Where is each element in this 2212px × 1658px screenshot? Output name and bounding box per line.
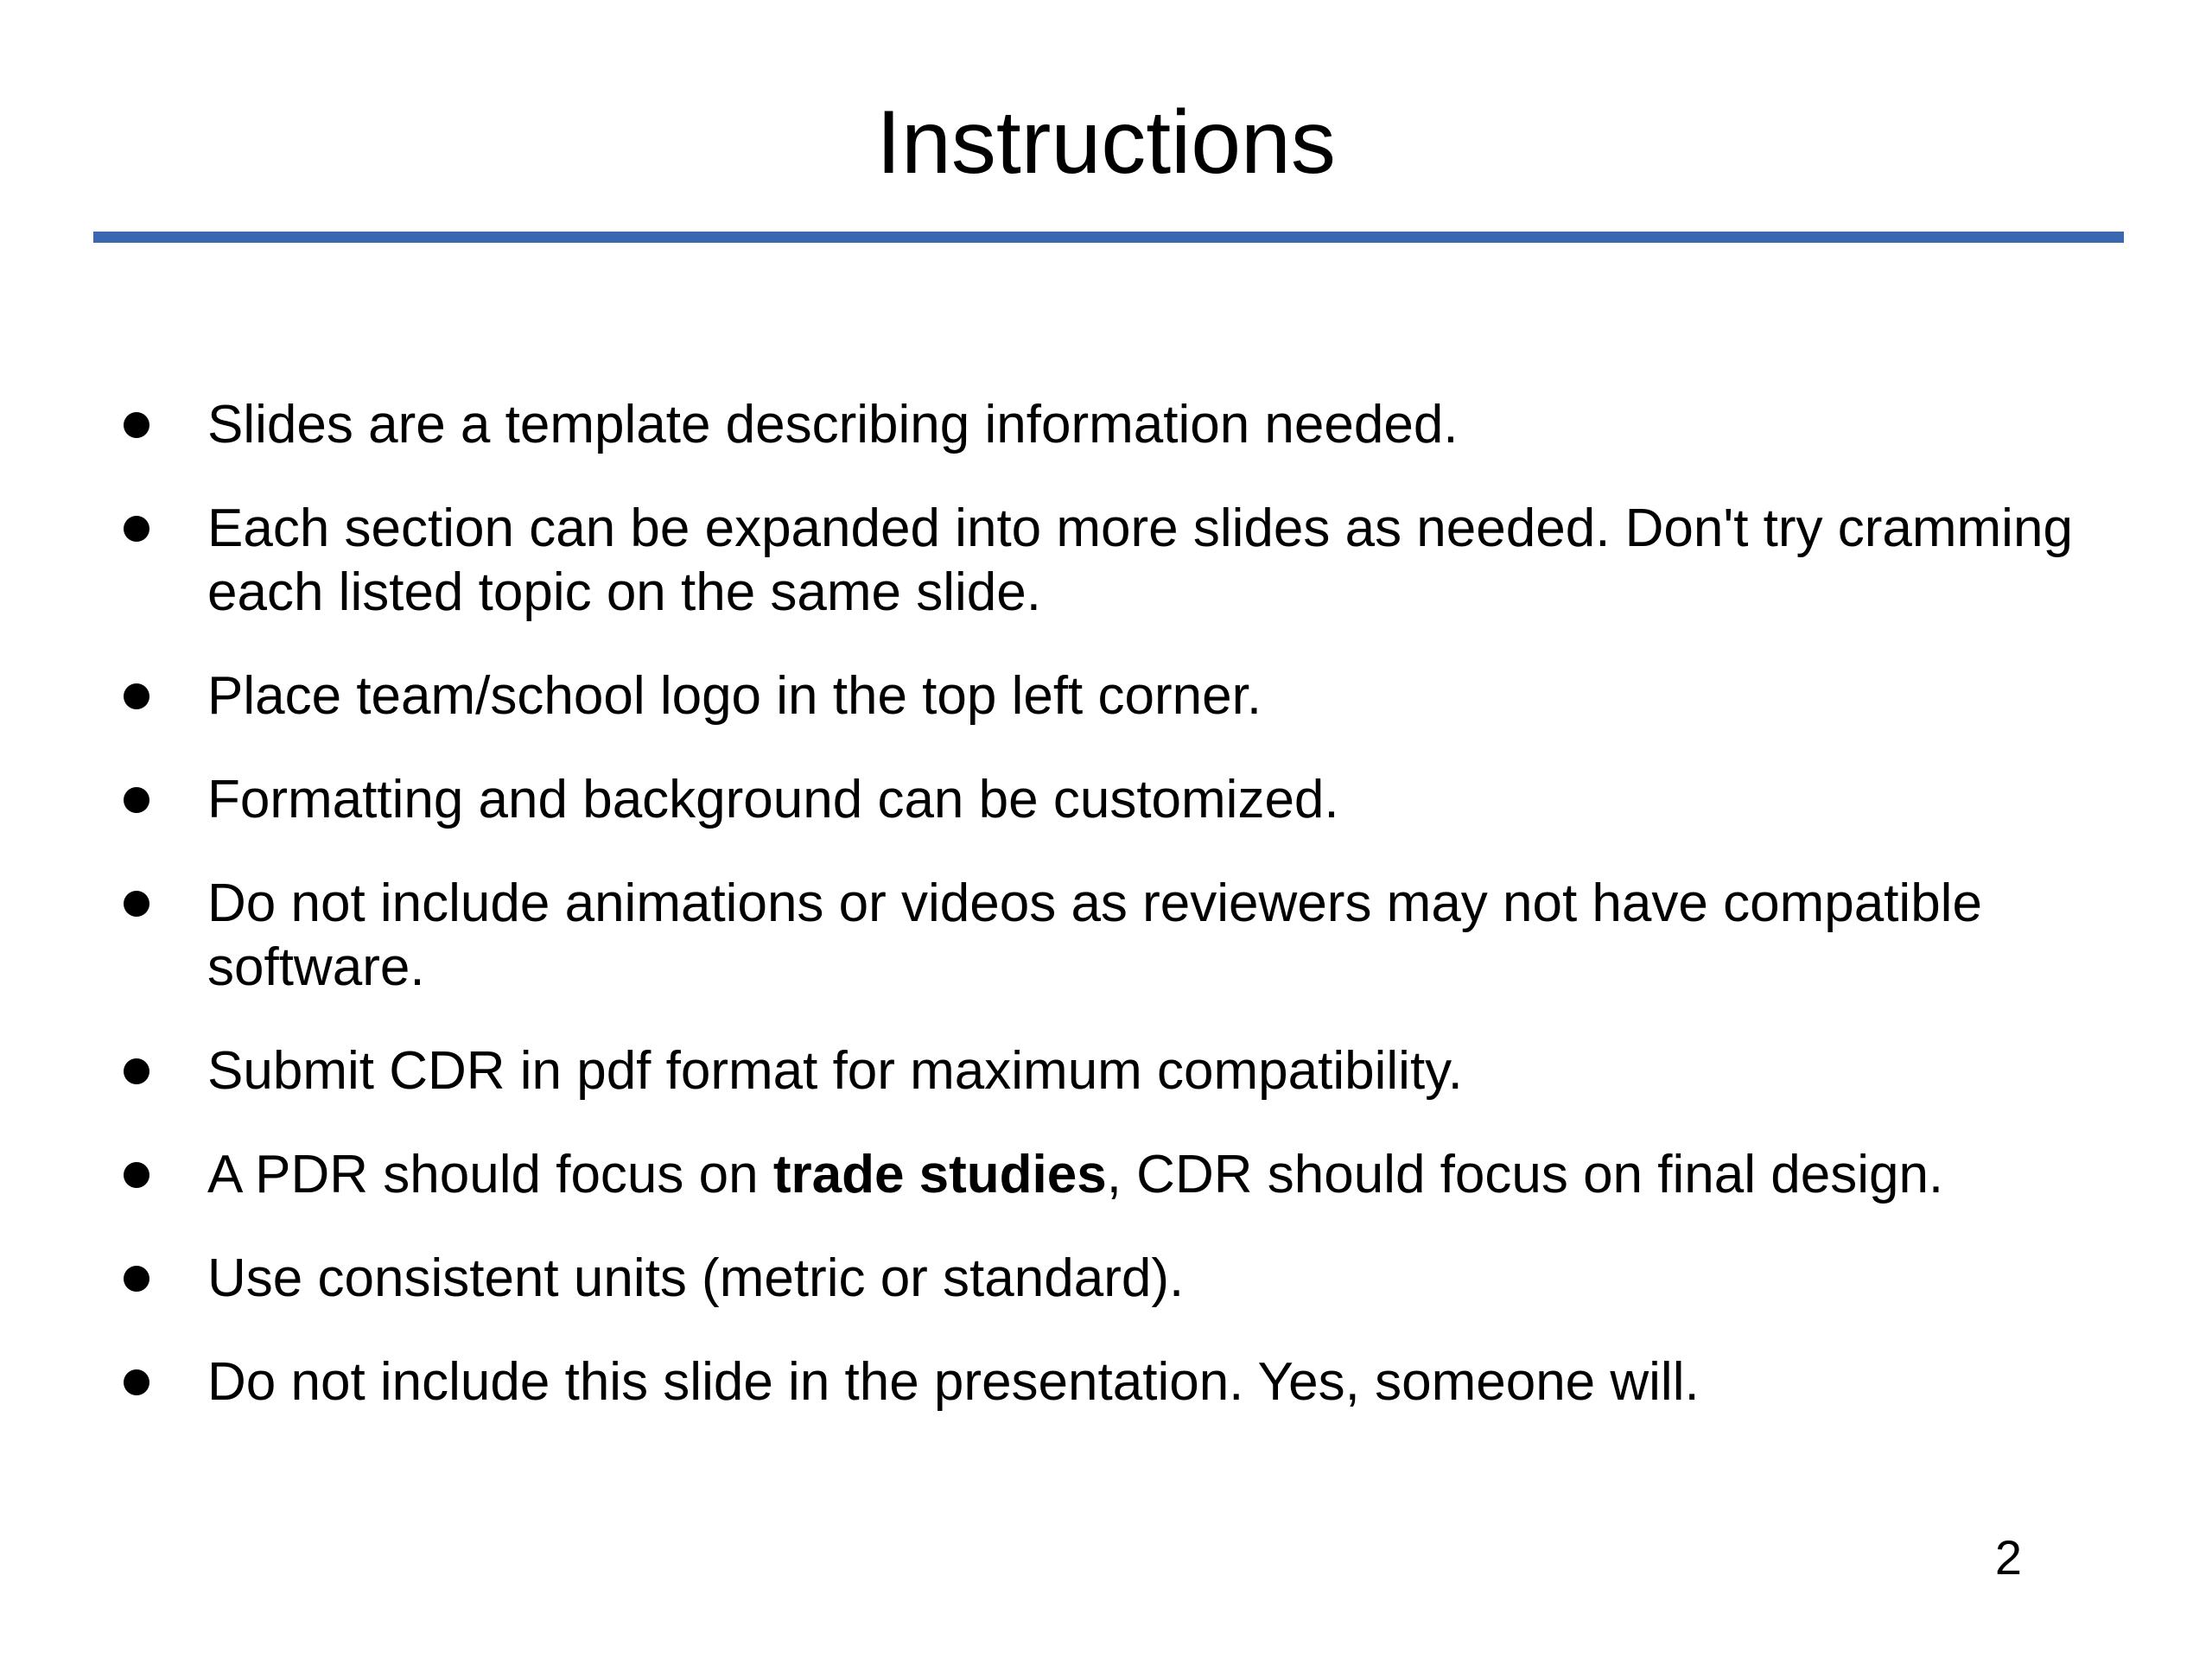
bullet-item xyxy=(0,1143,2212,1207)
bullet-text: Submit CDR in pdf format for maximum compatibility. xyxy=(207,1041,1463,1101)
bullet-text: Slides are a template describing information needed. xyxy=(207,395,1459,454)
bullet-text: Each section can be expanded into more slides as needed. Don't try cramming each listed topic on the same slide. xyxy=(207,499,2073,622)
bullet-item xyxy=(0,497,2212,625)
bullet-item xyxy=(0,872,2212,1000)
bullet-text: Place team/school logo in the top left corner. xyxy=(207,666,1262,726)
bullet-icon xyxy=(124,1266,149,1292)
page-number: 2 xyxy=(1994,1530,2022,1585)
bullet-text-plain: A PDR should focus on xyxy=(207,1145,773,1204)
bullet-text xyxy=(207,1145,1943,1204)
bullet-text: Formatting and background can be customized. xyxy=(207,770,1339,829)
bullet-text-emphasis: trade studies xyxy=(772,1145,1107,1204)
bullet-icon xyxy=(124,516,149,542)
bullet-icon xyxy=(124,683,149,709)
bullet-item xyxy=(0,768,2212,832)
bullet-text: Use consistent units (metric or standard). xyxy=(207,1248,1185,1308)
bullet-item xyxy=(0,393,2212,457)
bullet-icon xyxy=(124,1369,149,1395)
slide-title: Instructions xyxy=(876,92,1336,193)
bullet-text-plain: , CDR should focus on final design. xyxy=(1106,1145,1944,1204)
bullet-icon xyxy=(124,787,149,813)
bullet-item xyxy=(0,1350,2212,1414)
bullet-list xyxy=(0,393,2212,1454)
bullet-icon xyxy=(124,891,149,917)
bullet-text: Do not include animations or videos as reviewers may not have compatible software. xyxy=(207,873,1982,997)
bullet-icon xyxy=(124,1162,149,1188)
bullet-item xyxy=(0,1039,2212,1103)
title-divider xyxy=(93,232,2124,243)
bullet-icon xyxy=(124,412,149,438)
bullet-text: Do not include this slide in the presentation. Yes, someone will. xyxy=(207,1352,1700,1412)
bullet-item xyxy=(0,664,2212,728)
bullet-icon xyxy=(124,1058,149,1084)
bullet-item xyxy=(0,1247,2212,1311)
